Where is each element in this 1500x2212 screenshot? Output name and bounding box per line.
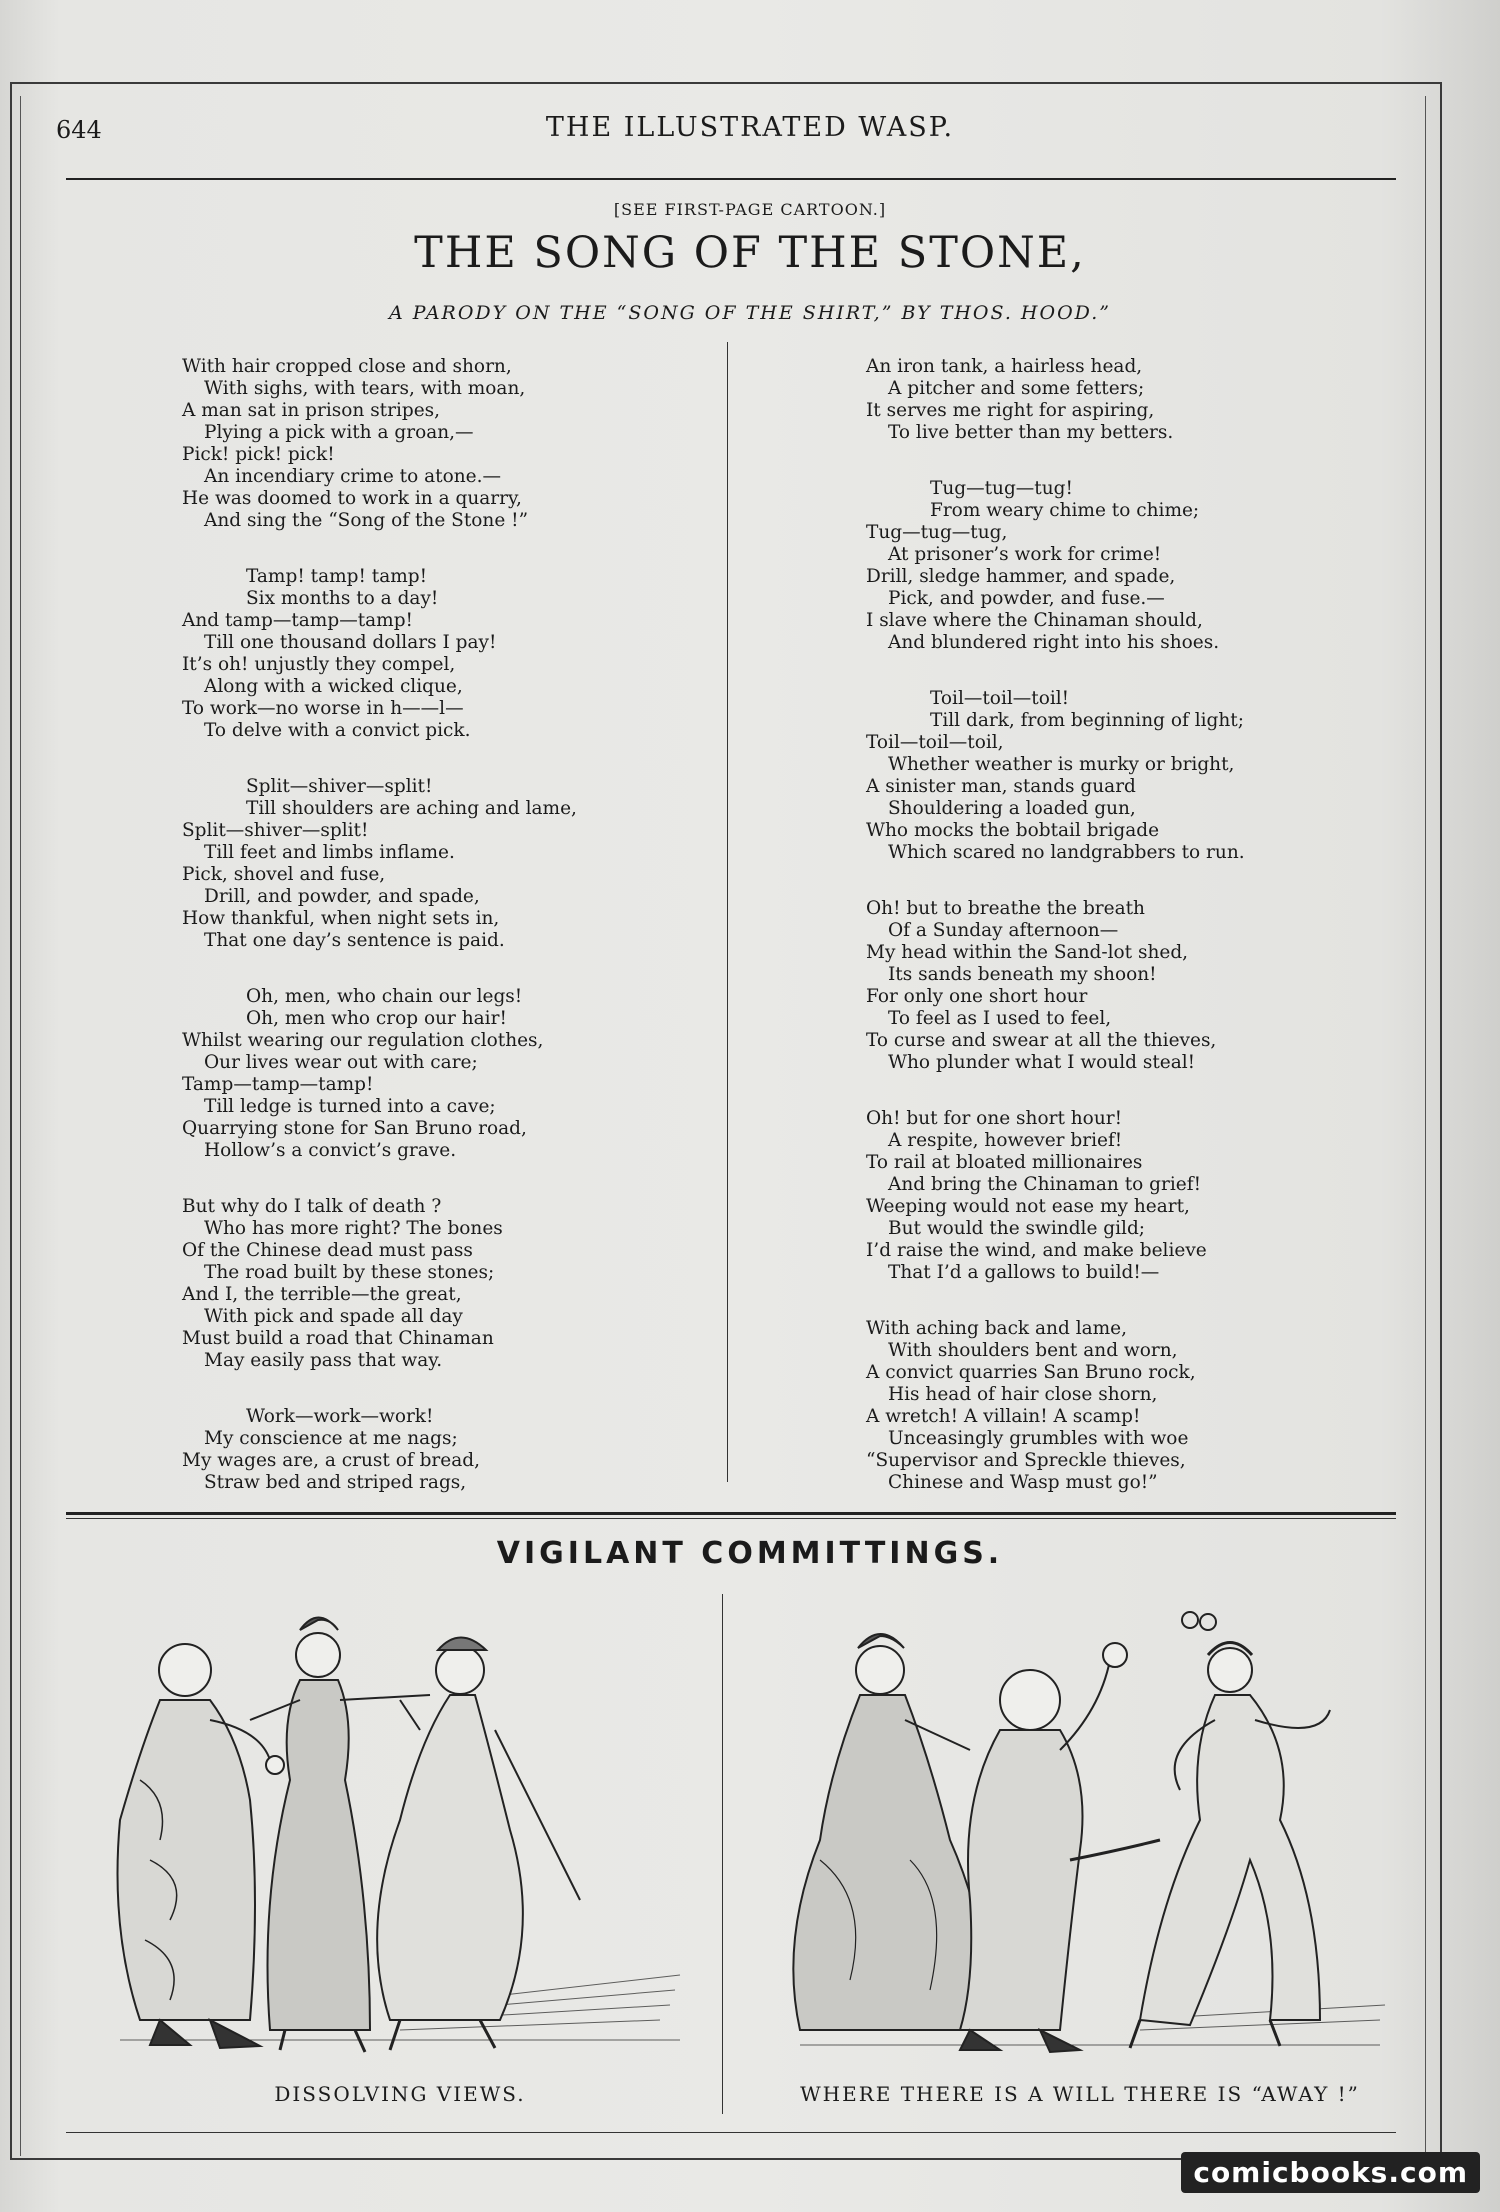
poem-line: Oh! but to breathe the breath <box>866 898 1145 919</box>
poem-line: My head within the Sand-lot shed, <box>866 942 1189 963</box>
poem-line: Till shoulders are aching and lame, <box>246 798 577 819</box>
poem-line: Of a Sunday afternoon— <box>888 920 1119 941</box>
poem-line: To rail at bloated millionaires <box>866 1152 1143 1173</box>
poem-line: A sinister man, stands guard <box>866 776 1136 797</box>
poem-line: With pick and spade all day <box>204 1306 463 1327</box>
poem-stanza <box>866 356 1426 444</box>
poem-stanza <box>866 1318 1426 1494</box>
cartoon-section-title: VIGILANT COMMITTINGS. <box>496 1536 1004 1571</box>
poem-line: Who has more right? The bones <box>204 1218 503 1239</box>
poem-stanza <box>866 898 1426 1074</box>
poem-line: With sighs, with tears, with moan, <box>204 378 526 399</box>
poem-line: For only one short hour <box>866 986 1088 1007</box>
poem-line: With hair cropped close and shorn, <box>182 356 512 377</box>
poem-line: An incendiary crime to atone.— <box>204 466 501 487</box>
poem-line: To feel as I used to feel, <box>888 1008 1112 1029</box>
poem-line: From weary chime to chime; <box>930 500 1200 521</box>
poem-line: Till ledge is turned into a cave; <box>204 1096 496 1117</box>
poem-line: Drill, and powder, and spade, <box>204 886 480 907</box>
away-illustration <box>760 1600 1400 2070</box>
poem-line: A man sat in prison stripes, <box>182 400 441 421</box>
cartoon-note: [SEE FIRST-PAGE CARTOON.] <box>613 200 887 219</box>
poem-stanza <box>866 478 1426 654</box>
poem-right-column <box>866 356 1426 1528</box>
poem-line: Till feet and limbs inflame. <box>204 842 455 863</box>
poem-line: Unceasingly grumbles with woe <box>888 1428 1189 1449</box>
poem-line: Pick! pick! pick! <box>182 444 335 465</box>
poem-line: Drill, sledge hammer, and spade, <box>866 566 1176 587</box>
poem-line: Tamp—tamp—tamp! <box>182 1074 374 1095</box>
page-number: 644 <box>56 116 102 144</box>
poem-line: And tamp—tamp—tamp! <box>182 610 413 631</box>
poem-line: An iron tank, a hairless head, <box>866 356 1143 377</box>
poem-line: But would the swindle gild; <box>888 1218 1146 1239</box>
poem-line: Its sands beneath my shoon! <box>888 964 1157 985</box>
poem-stanza <box>182 986 712 1162</box>
poem-line: Till dark, from beginning of light; <box>930 710 1244 731</box>
poem-line: Of the Chinese dead must pass <box>182 1240 473 1261</box>
poem-line: “Supervisor and Spreckle thieves, <box>866 1450 1186 1471</box>
poem-stanza <box>182 356 712 532</box>
poem-line: But why do I talk of death ? <box>182 1196 442 1217</box>
section-rule-top <box>66 1512 1396 1515</box>
header-rule <box>66 178 1396 180</box>
poem-line: Toil—toil—toil, <box>866 732 1004 753</box>
poem-line: It serves me right for aspiring, <box>866 400 1155 421</box>
poem-stanza <box>182 1196 712 1372</box>
poem-stanza <box>866 1108 1426 1284</box>
cartoon-divider <box>722 1594 723 2114</box>
poem-line: He was doomed to work in a quarry, <box>182 488 522 509</box>
poem-line: At prisoner’s work for crime! <box>888 544 1162 565</box>
poem-line: Along with a wicked clique, <box>204 676 463 697</box>
poem-line: Oh, men, who chain our legs! <box>246 986 523 1007</box>
poem-line: With shoulders bent and worn, <box>888 1340 1178 1361</box>
poem-stanza <box>182 1406 712 1494</box>
poem-line: Pick, shovel and fuse, <box>182 864 386 885</box>
poem-line: Our lives wear out with care; <box>204 1052 478 1073</box>
column-divider <box>727 342 728 1482</box>
poem-line: Who plunder what I would steal! <box>888 1052 1196 1073</box>
poem-line: That I’d a gallows to build!— <box>888 1262 1160 1283</box>
poem-line: Split—shiver—split! <box>182 820 369 841</box>
article-title: THE SONG OF THE STONE, <box>414 228 1086 278</box>
dissolving-views-illustration <box>100 1600 700 2070</box>
poem-line: My conscience at me nags; <box>204 1428 458 1449</box>
poem-line: Toil—toil—toil! <box>930 688 1070 709</box>
poem-line: Who mocks the bobtail brigade <box>866 820 1160 841</box>
poem-line: I slave where the Chinaman should, <box>866 610 1203 631</box>
poem-line: How thankful, when night sets in, <box>182 908 500 929</box>
poem-line: A convict quarries San Bruno rock, <box>866 1362 1196 1383</box>
poem-line: Pick, and powder, and fuse.— <box>888 588 1165 609</box>
poem-line: Plying a pick with a groan,— <box>204 422 474 443</box>
poem-line: Shouldering a loaded gun, <box>888 798 1136 819</box>
poem-line: Tug—tug—tug! <box>930 478 1073 499</box>
left-cartoon-caption: DISSOLVING VIEWS. <box>274 2082 526 2106</box>
footer-rule <box>66 2132 1396 2133</box>
poem-line: The road built by these stones; <box>204 1262 495 1283</box>
poem-line: And bring the Chinaman to grief! <box>888 1174 1202 1195</box>
poem-line: To work—no worse in h——l— <box>182 698 464 719</box>
poem-line: Whilst wearing our regulation clothes, <box>182 1030 544 1051</box>
poem-line: With aching back and lame, <box>866 1318 1128 1339</box>
right-cartoon-caption: WHERE THERE IS A WILL THERE IS “AWAY !” <box>800 2082 1360 2106</box>
poem-line: Must build a road that Chinaman <box>182 1328 494 1349</box>
poem-line: Hollow’s a convict’s grave. <box>204 1140 457 1161</box>
poem-line: Quarrying stone for San Bruno road, <box>182 1118 527 1139</box>
poem-line: It’s oh! unjustly they compel, <box>182 654 456 675</box>
poem-stanza <box>182 776 712 952</box>
poem-line: Straw bed and striped rags, <box>204 1472 467 1493</box>
poem-line: Which scared no landgrabbers to run. <box>888 842 1245 863</box>
poem-line: Tamp! tamp! tamp! <box>246 566 428 587</box>
poem-line: Tug—tug—tug, <box>866 522 1008 543</box>
poem-line: I’d raise the wind, and make believe <box>866 1240 1207 1261</box>
poem-line: His head of hair close shorn, <box>888 1384 1158 1405</box>
poem-line: A wretch! A villain! A scamp! <box>866 1406 1141 1427</box>
poem-line: Chinese and Wasp must go!” <box>888 1472 1158 1493</box>
poem-line: Whether weather is murky or bright, <box>888 754 1235 775</box>
poem-line: A respite, however brief! <box>888 1130 1123 1151</box>
poem-stanza <box>866 688 1426 864</box>
poem-line: That one day’s sentence is paid. <box>204 930 505 951</box>
poem-line: A pitcher and some fetters; <box>888 378 1145 399</box>
poem-line: Split—shiver—split! <box>246 776 433 797</box>
poem-left-column <box>182 356 712 1528</box>
poem-line: To curse and swear at all the thieves, <box>866 1030 1217 1051</box>
poem-stanza <box>182 566 712 742</box>
poem-line: Work—work—work! <box>246 1406 434 1427</box>
poem-line: And blundered right into his shoes. <box>888 632 1220 653</box>
poem-line: Oh! but for one short hour! <box>866 1108 1123 1129</box>
poem-line: Till one thousand dollars I pay! <box>204 632 497 653</box>
poem-line: To live better than my betters. <box>888 422 1174 443</box>
poem-line: Oh, men who crop our hair! <box>246 1008 507 1029</box>
poem-line: And sing the “Song of the Stone !” <box>204 510 529 531</box>
masthead: THE ILLUSTRATED WASP. <box>545 112 955 143</box>
poem-line: To delve with a convict pick. <box>204 720 471 741</box>
poem-line: May easily pass that way. <box>204 1350 443 1371</box>
poem-line: Weeping would not ease my heart, <box>866 1196 1190 1217</box>
poem-line: Six months to a day! <box>246 588 439 609</box>
poem-line: My wages are, a crust of bread, <box>182 1450 480 1471</box>
watermark-badge: comicbooks.com <box>1181 2152 1480 2193</box>
article-subtitle: A PARODY ON THE “SONG OF THE SHIRT,” BY THOS. HOOD.” <box>389 302 1111 324</box>
section-rule-bottom <box>66 1518 1396 1519</box>
poem-line: And I, the terrible—the great, <box>182 1284 462 1305</box>
